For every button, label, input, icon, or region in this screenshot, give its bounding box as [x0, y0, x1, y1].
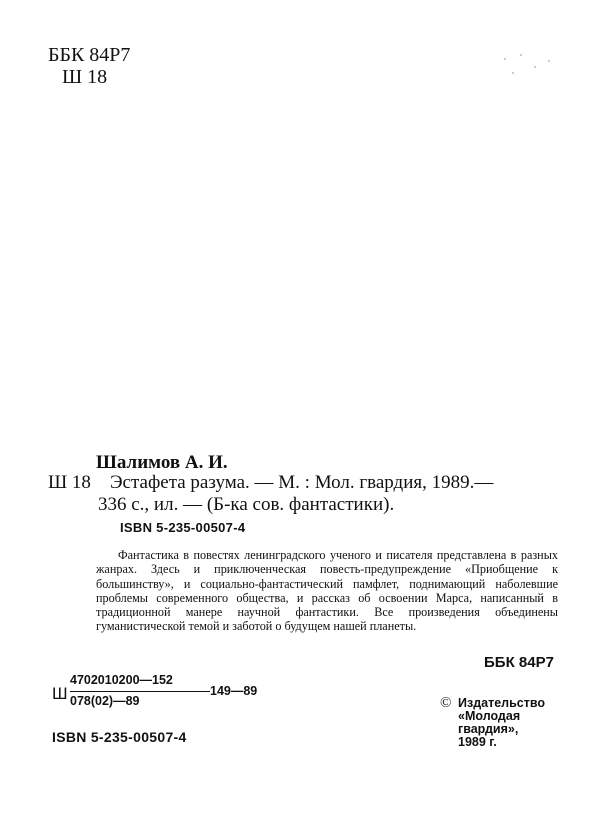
publisher-year: 1989 г.: [458, 735, 497, 749]
library-letter: Ш: [52, 684, 68, 703]
author-mark-top: Ш 18: [62, 66, 108, 88]
catalog-title-line: [48, 472, 493, 494]
paper-specks: [500, 52, 560, 80]
catalog-details: 336 с., ил. — (Б-ка сов. фантастики).: [98, 494, 395, 515]
publisher-name: Издательство «Молодая гвардия»,: [458, 696, 546, 736]
catalog-author: Шалимов А. И.: [96, 452, 228, 473]
bbk-code-top: ББК 84Р7: [48, 44, 131, 66]
footer-isbn: ISBN 5-235-00507-4: [52, 729, 187, 745]
bbk-code-bottom: ББК 84Р7: [484, 654, 554, 671]
catalog-title: Эстафета разума. — М. : Мол. гвардия, 1989.—: [110, 472, 494, 493]
catalog-isbn: ISBN 5-235-00507-4: [120, 520, 246, 535]
catalog-code: Ш 18: [48, 472, 91, 493]
fraction-numerator: 4702010200—152: [70, 673, 173, 687]
fraction-right: 149—89: [210, 684, 258, 698]
annotation-text: Фантастика в повестях ленинградского ученого и писателя представлена в разных жанрах. Здесь и приключенческая повесть-предупреждение «Приобщение к большинству», и социально-фантастический памфлет, поднимающий наболевшие проблемы современного общества, и рассказ об освоении Марса, написанный в традиционной манере научной фантастики. Все произведения объединены гуманистической темой и заботой о будущем нашей планеты.: [96, 548, 558, 634]
fraction-denominator: 078(02)—89: [70, 694, 140, 708]
copyright-icon: ©: [440, 695, 452, 711]
publisher-block: [458, 697, 558, 749]
fraction-line: [70, 691, 210, 692]
